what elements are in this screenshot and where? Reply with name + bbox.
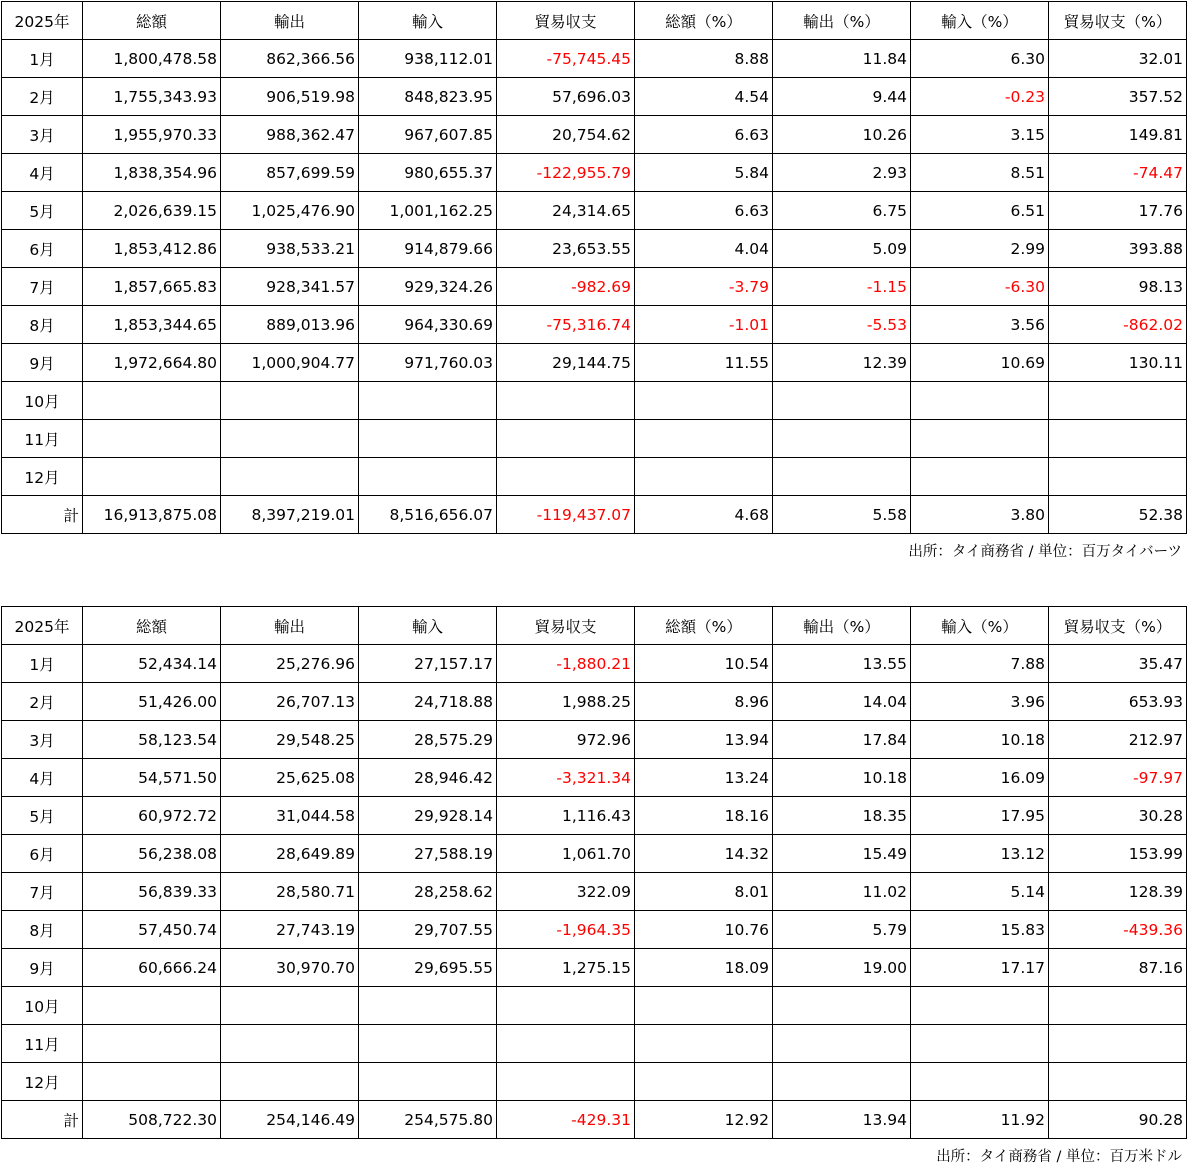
month-label: 4月 <box>2 154 83 192</box>
table-cell: 6.75 <box>773 192 911 230</box>
table-cell: 153.99 <box>1049 835 1187 873</box>
table-row <box>2 987 1187 1025</box>
table-row <box>2 797 1187 835</box>
table-cell: 1,800,478.58 <box>83 40 221 78</box>
table-row <box>2 78 1187 116</box>
trade-table-baht <box>1 1 1187 534</box>
table-cell: 914,879.66 <box>359 230 497 268</box>
table-cell: 25,625.08 <box>221 759 359 797</box>
table-cell: 5.79 <box>773 911 911 949</box>
table-cell: -3,321.34 <box>497 759 635 797</box>
table-cell: 15.83 <box>911 911 1049 949</box>
table-cell <box>221 987 359 1025</box>
column-header: 総額 <box>83 2 221 40</box>
table-cell: 8.96 <box>635 683 773 721</box>
table-cell: 980,655.37 <box>359 154 497 192</box>
table-cell: 27,743.19 <box>221 911 359 949</box>
table-cell: -5.53 <box>773 306 911 344</box>
table-cell: 31,044.58 <box>221 797 359 835</box>
table-cell <box>83 1063 221 1101</box>
trade-table-usd <box>1 606 1187 1139</box>
column-header: 輸入（%） <box>911 2 1049 40</box>
table-cell: 128.39 <box>1049 873 1187 911</box>
header-row <box>2 607 1187 645</box>
table-cell <box>1049 1025 1187 1063</box>
table-row <box>2 268 1187 306</box>
month-label: 4月 <box>2 759 83 797</box>
table-cell: 27,157.17 <box>359 645 497 683</box>
total-cell: 52.38 <box>1049 496 1187 534</box>
table-cell: 11.84 <box>773 40 911 78</box>
column-header: 輸出 <box>221 2 359 40</box>
table-cell: -1,880.21 <box>497 645 635 683</box>
table-row <box>2 645 1187 683</box>
total-label: 計 <box>2 1101 83 1139</box>
column-header: 輸入 <box>359 607 497 645</box>
table-cell: 54,571.50 <box>83 759 221 797</box>
table-cell: 60,666.24 <box>83 949 221 987</box>
table-cell: 1,025,476.90 <box>221 192 359 230</box>
table-cell: 5.09 <box>773 230 911 268</box>
table-cell: 28,946.42 <box>359 759 497 797</box>
table-cell: 10.69 <box>911 344 1049 382</box>
month-label: 7月 <box>2 873 83 911</box>
table-cell: 2.93 <box>773 154 911 192</box>
table-cell <box>773 382 911 420</box>
table-cell: 17.95 <box>911 797 1049 835</box>
total-cell: 8,397,219.01 <box>221 496 359 534</box>
table-row <box>2 911 1187 949</box>
table-cell <box>359 458 497 496</box>
table-cell <box>635 1063 773 1101</box>
column-header: 2025年 <box>2 2 83 40</box>
table-cell: 24,718.88 <box>359 683 497 721</box>
table-cell <box>359 1063 497 1101</box>
table-cell: 57,450.74 <box>83 911 221 949</box>
table-cell: -439.36 <box>1049 911 1187 949</box>
column-header: 貿易収支 <box>497 2 635 40</box>
month-label: 3月 <box>2 721 83 759</box>
table-cell <box>497 1025 635 1063</box>
table-cell <box>773 420 911 458</box>
table-cell: -1.15 <box>773 268 911 306</box>
table-cell: 1,857,665.83 <box>83 268 221 306</box>
table-cell: 1,972,664.80 <box>83 344 221 382</box>
month-label: 11月 <box>2 420 83 458</box>
total-cell: 4.68 <box>635 496 773 534</box>
table-cell: 1,988.25 <box>497 683 635 721</box>
table-cell: 1,116.43 <box>497 797 635 835</box>
table-cell: 857,699.59 <box>221 154 359 192</box>
table-cell: 1,061.70 <box>497 835 635 873</box>
total-cell: 11.92 <box>911 1101 1049 1139</box>
table-cell: 393.88 <box>1049 230 1187 268</box>
column-header: 輸出 <box>221 607 359 645</box>
table-cell: 25,276.96 <box>221 645 359 683</box>
table-row <box>2 759 1187 797</box>
month-label: 10月 <box>2 382 83 420</box>
column-header: 2025年 <box>2 607 83 645</box>
table-cell: 4.04 <box>635 230 773 268</box>
table-cell <box>911 458 1049 496</box>
table-cell: 52,434.14 <box>83 645 221 683</box>
table-cell: 929,324.26 <box>359 268 497 306</box>
table-cell: 848,823.95 <box>359 78 497 116</box>
table-cell: -75,745.45 <box>497 40 635 78</box>
total-cell: 13.94 <box>773 1101 911 1139</box>
table-cell: 51,426.00 <box>83 683 221 721</box>
table-cell: 13.12 <box>911 835 1049 873</box>
table-cell: 20,754.62 <box>497 116 635 154</box>
table-cell: 928,341.57 <box>221 268 359 306</box>
column-header: 輸出（%） <box>773 607 911 645</box>
table-cell: 1,000,904.77 <box>221 344 359 382</box>
table-cell: 1,755,343.93 <box>83 78 221 116</box>
table-cell: 13.55 <box>773 645 911 683</box>
total-row <box>2 1101 1187 1139</box>
table-cell <box>83 987 221 1025</box>
total-cell: 3.80 <box>911 496 1049 534</box>
table-cell <box>221 458 359 496</box>
table-cell: 212.97 <box>1049 721 1187 759</box>
table-cell: 18.35 <box>773 797 911 835</box>
table-cell: -862.02 <box>1049 306 1187 344</box>
month-label: 8月 <box>2 911 83 949</box>
table-cell <box>773 1025 911 1063</box>
table-cell: 28,258.62 <box>359 873 497 911</box>
table-cell: 17.84 <box>773 721 911 759</box>
table-cell: 1,853,344.65 <box>83 306 221 344</box>
table-cell: -982.69 <box>497 268 635 306</box>
table-cell: 13.94 <box>635 721 773 759</box>
table-cell <box>773 987 911 1025</box>
table-cell: 322.09 <box>497 873 635 911</box>
table-cell <box>773 1063 911 1101</box>
table-cell: -6.30 <box>911 268 1049 306</box>
table-cell: -1.01 <box>635 306 773 344</box>
table-cell: 6.51 <box>911 192 1049 230</box>
month-label: 8月 <box>2 306 83 344</box>
table-cell: 3.56 <box>911 306 1049 344</box>
month-label: 1月 <box>2 645 83 683</box>
total-cell: 90.28 <box>1049 1101 1187 1139</box>
table-cell: 98.13 <box>1049 268 1187 306</box>
month-label: 7月 <box>2 268 83 306</box>
column-header: 貿易収支 <box>497 607 635 645</box>
table-cell: 938,533.21 <box>221 230 359 268</box>
table-cell: 1,853,412.86 <box>83 230 221 268</box>
table-cell <box>497 382 635 420</box>
total-cell: 254,575.80 <box>359 1101 497 1139</box>
table-row <box>2 230 1187 268</box>
table-row <box>2 683 1187 721</box>
table-row <box>2 1025 1187 1063</box>
table-cell: 971,760.03 <box>359 344 497 382</box>
column-header: 総額（%） <box>635 2 773 40</box>
month-label: 10月 <box>2 987 83 1025</box>
table-cell: 11.55 <box>635 344 773 382</box>
table-row <box>2 40 1187 78</box>
table-cell: 16.09 <box>911 759 1049 797</box>
total-cell: 8,516,656.07 <box>359 496 497 534</box>
table-cell: 29,144.75 <box>497 344 635 382</box>
table-row <box>2 835 1187 873</box>
table-cell: -97.97 <box>1049 759 1187 797</box>
month-label: 6月 <box>2 230 83 268</box>
table-cell <box>359 987 497 1025</box>
table-cell: 10.26 <box>773 116 911 154</box>
table-cell <box>221 420 359 458</box>
column-header: 貿易収支（%） <box>1049 2 1187 40</box>
table-cell <box>83 382 221 420</box>
table-cell: 12.39 <box>773 344 911 382</box>
source-note: 出所：タイ商務省 / 単位：百万タイバーツ <box>908 544 1182 560</box>
month-label: 6月 <box>2 835 83 873</box>
table-cell: 8.88 <box>635 40 773 78</box>
total-cell: 254,146.49 <box>221 1101 359 1139</box>
table-cell <box>497 458 635 496</box>
table-cell: 60,972.72 <box>83 797 221 835</box>
table-cell: 906,519.98 <box>221 78 359 116</box>
table-cell: 8.01 <box>635 873 773 911</box>
table-cell <box>359 420 497 458</box>
table-cell: -122,955.79 <box>497 154 635 192</box>
table-cell: 6.30 <box>911 40 1049 78</box>
month-label: 5月 <box>2 192 83 230</box>
table-cell: 17.76 <box>1049 192 1187 230</box>
table-cell: 3.15 <box>911 116 1049 154</box>
table-cell: 30.28 <box>1049 797 1187 835</box>
table-cell: 1,275.15 <box>497 949 635 987</box>
total-row <box>2 496 1187 534</box>
source-note: 出所：タイ商務省 / 単位：百万米ドル <box>936 1149 1182 1165</box>
table-cell: 29,548.25 <box>221 721 359 759</box>
table-cell <box>359 1025 497 1063</box>
table-cell: 29,928.14 <box>359 797 497 835</box>
table-cell <box>1049 1063 1187 1101</box>
table-cell: 18.09 <box>635 949 773 987</box>
table-cell: 1,001,162.25 <box>359 192 497 230</box>
table-cell: 6.63 <box>635 192 773 230</box>
table-cell: 57,696.03 <box>497 78 635 116</box>
month-label: 2月 <box>2 683 83 721</box>
total-cell: 12.92 <box>635 1101 773 1139</box>
table-cell: 26,707.13 <box>221 683 359 721</box>
table-cell <box>1049 382 1187 420</box>
table-cell <box>911 987 1049 1025</box>
table-cell <box>497 987 635 1025</box>
month-label: 9月 <box>2 344 83 382</box>
table-cell: 862,366.56 <box>221 40 359 78</box>
column-header: 輸入（%） <box>911 607 1049 645</box>
month-label: 3月 <box>2 116 83 154</box>
table-cell: 1,955,970.33 <box>83 116 221 154</box>
table-cell: -3.79 <box>635 268 773 306</box>
table-cell: 58,123.54 <box>83 721 221 759</box>
table-cell: 938,112.01 <box>359 40 497 78</box>
table-cell: 10.18 <box>911 721 1049 759</box>
table-cell <box>1049 987 1187 1025</box>
total-cell: 5.58 <box>773 496 911 534</box>
total-cell: -119,437.07 <box>497 496 635 534</box>
table-cell <box>635 458 773 496</box>
table-cell: -75,316.74 <box>497 306 635 344</box>
table-cell <box>83 420 221 458</box>
table-cell: -1,964.35 <box>497 911 635 949</box>
column-header: 総額（%） <box>635 607 773 645</box>
table-cell <box>359 382 497 420</box>
month-label: 2月 <box>2 78 83 116</box>
table-cell <box>221 1063 359 1101</box>
table-cell: 23,653.55 <box>497 230 635 268</box>
table-cell: 10.76 <box>635 911 773 949</box>
table-cell: 18.16 <box>635 797 773 835</box>
table-cell: 28,649.89 <box>221 835 359 873</box>
table-cell: 9.44 <box>773 78 911 116</box>
total-cell: -429.31 <box>497 1101 635 1139</box>
table-cell <box>635 987 773 1025</box>
table-cell: 1,838,354.96 <box>83 154 221 192</box>
column-header: 総額 <box>83 607 221 645</box>
table-cell <box>773 458 911 496</box>
table-cell: 972.96 <box>497 721 635 759</box>
table-cell <box>635 382 773 420</box>
table-cell <box>221 1025 359 1063</box>
table-cell: 32.01 <box>1049 40 1187 78</box>
table-cell: 357.52 <box>1049 78 1187 116</box>
table-cell: -0.23 <box>911 78 1049 116</box>
table-row <box>2 721 1187 759</box>
table-cell <box>911 1063 1049 1101</box>
table-cell: 30,970.70 <box>221 949 359 987</box>
month-label: 12月 <box>2 458 83 496</box>
table-row <box>2 154 1187 192</box>
table-row <box>2 1063 1187 1101</box>
table-cell: 653.93 <box>1049 683 1187 721</box>
table-cell: 10.18 <box>773 759 911 797</box>
table-cell <box>911 1025 1049 1063</box>
table-cell: 988,362.47 <box>221 116 359 154</box>
table-cell <box>635 1025 773 1063</box>
table-row <box>2 949 1187 987</box>
table-cell: 11.02 <box>773 873 911 911</box>
table-row <box>2 873 1187 911</box>
table-cell: 5.84 <box>635 154 773 192</box>
month-label: 1月 <box>2 40 83 78</box>
table-cell: 17.17 <box>911 949 1049 987</box>
table-cell: 29,707.55 <box>359 911 497 949</box>
table-cell: 28,580.71 <box>221 873 359 911</box>
header-row <box>2 2 1187 40</box>
table-cell: 8.51 <box>911 154 1049 192</box>
table-cell: 964,330.69 <box>359 306 497 344</box>
table-cell: 14.32 <box>635 835 773 873</box>
table-cell: 35.47 <box>1049 645 1187 683</box>
table-cell: 5.14 <box>911 873 1049 911</box>
table-cell: 130.11 <box>1049 344 1187 382</box>
table-cell: 6.63 <box>635 116 773 154</box>
table-cell: 4.54 <box>635 78 773 116</box>
table-cell: 149.81 <box>1049 116 1187 154</box>
table-cell: 2.99 <box>911 230 1049 268</box>
month-label: 11月 <box>2 1025 83 1063</box>
table-cell: 967,607.85 <box>359 116 497 154</box>
column-header: 貿易収支（%） <box>1049 607 1187 645</box>
table-cell: 87.16 <box>1049 949 1187 987</box>
table-cell: 56,238.08 <box>83 835 221 873</box>
table-cell: 28,575.29 <box>359 721 497 759</box>
total-cell: 508,722.30 <box>83 1101 221 1139</box>
column-header: 輸入 <box>359 2 497 40</box>
table-row <box>2 306 1187 344</box>
table-cell: 7.88 <box>911 645 1049 683</box>
table-cell <box>221 382 359 420</box>
table-cell: 29,695.55 <box>359 949 497 987</box>
table-row <box>2 458 1187 496</box>
table-cell <box>1049 420 1187 458</box>
table-cell <box>83 1025 221 1063</box>
table-cell <box>497 1063 635 1101</box>
month-label: 9月 <box>2 949 83 987</box>
table-cell <box>911 420 1049 458</box>
total-label: 計 <box>2 496 83 534</box>
table-cell: 10.54 <box>635 645 773 683</box>
month-label: 12月 <box>2 1063 83 1101</box>
table-cell: 24,314.65 <box>497 192 635 230</box>
table-cell: 19.00 <box>773 949 911 987</box>
table-cell <box>83 458 221 496</box>
table-cell: 13.24 <box>635 759 773 797</box>
table-cell: -74.47 <box>1049 154 1187 192</box>
table-row <box>2 192 1187 230</box>
table-cell: 889,013.96 <box>221 306 359 344</box>
total-cell: 16,913,875.08 <box>83 496 221 534</box>
table-cell: 3.96 <box>911 683 1049 721</box>
table-row <box>2 344 1187 382</box>
table-cell: 14.04 <box>773 683 911 721</box>
table-cell <box>1049 458 1187 496</box>
table-cell <box>635 420 773 458</box>
month-label: 5月 <box>2 797 83 835</box>
table-row <box>2 382 1187 420</box>
table-row <box>2 116 1187 154</box>
column-header: 輸出（%） <box>773 2 911 40</box>
table-cell: 2,026,639.15 <box>83 192 221 230</box>
table-cell <box>497 420 635 458</box>
table-cell: 27,588.19 <box>359 835 497 873</box>
table-cell: 15.49 <box>773 835 911 873</box>
table-cell <box>911 382 1049 420</box>
table-row <box>2 420 1187 458</box>
table-cell: 56,839.33 <box>83 873 221 911</box>
